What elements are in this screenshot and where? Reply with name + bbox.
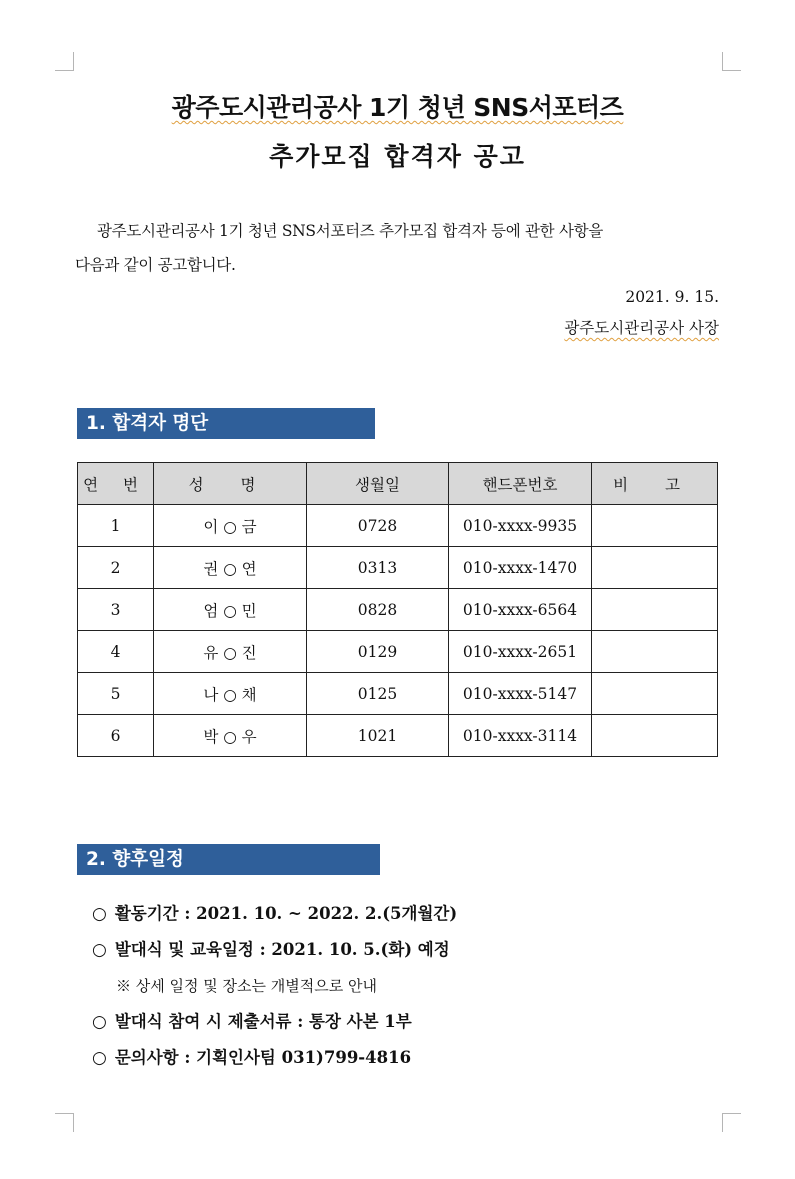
schedule-item-period: ○ 활동기간 : 2021. 10. ~ 2022. 2.(5개월간): [92, 904, 458, 924]
intro-paragraph: [75, 214, 715, 282]
table-row: [78, 673, 718, 715]
cell-note: [592, 673, 718, 715]
section-heading-schedule: 2. 향후일정: [77, 844, 380, 875]
crop-mark-bottom-left: [55, 1113, 74, 1132]
table-row: [78, 631, 718, 673]
cell-name: 엄 ○ 민: [154, 589, 307, 631]
cell-no: 1: [78, 505, 154, 547]
cell-no: 6: [78, 715, 154, 757]
cell-birth: 0828: [307, 589, 449, 631]
bullet-icon: ○: [92, 940, 107, 960]
cell-note: [592, 505, 718, 547]
crop-mark-top-left: [55, 52, 74, 71]
col-header-birth: 생월일: [307, 463, 449, 505]
section-heading-roster: 1. 합격자 명단: [77, 408, 375, 439]
schedule-item-documents: ○ 발대식 참여 시 제출서류 : 통장 사본 1부: [92, 1012, 412, 1032]
crop-mark-bottom-right: [722, 1113, 741, 1132]
cell-name: 나 ○ 채: [154, 673, 307, 715]
table-header-row: [78, 463, 718, 505]
table-row: [78, 589, 718, 631]
signer: 광주도시관리공사 사장: [564, 319, 719, 337]
cell-name: 박 ○ 우: [154, 715, 307, 757]
cell-phone: 010-xxxx-9935: [449, 505, 592, 547]
schedule-item-contact: ○ 문의사항 : 기획인사팀 031)799-4816: [92, 1048, 412, 1068]
crop-mark-top-right: [722, 52, 741, 71]
cell-note: [592, 547, 718, 589]
cell-birth: 1021: [307, 715, 449, 757]
schedule-note: ※ 상세 일정 및 장소는 개별적으로 안내: [116, 977, 377, 995]
bullet-icon: ○: [92, 1048, 107, 1068]
cell-no: 2: [78, 547, 154, 589]
col-header-note: 비 고: [592, 463, 718, 505]
schedule-item-ceremony: ○ 발대식 및 교육일정 : 2021. 10. 5.(화) 예정: [92, 940, 450, 960]
cell-note: [592, 715, 718, 757]
cell-birth: 0125: [307, 673, 449, 715]
cell-birth: 0313: [307, 547, 449, 589]
document-title-line2: 추가모집 합격자 공고: [269, 142, 526, 171]
cell-phone: 010-xxxx-5147: [449, 673, 592, 715]
cell-no: 3: [78, 589, 154, 631]
cell-phone: 010-xxxx-2651: [449, 631, 592, 673]
announcement-date: 2021. 9. 15.: [625, 288, 719, 306]
cell-no: 4: [78, 631, 154, 673]
bullet-icon: ○: [92, 1012, 107, 1032]
col-header-name: 성 명: [154, 463, 307, 505]
cell-no: 5: [78, 673, 154, 715]
cell-name: 권 ○ 연: [154, 547, 307, 589]
cell-name: 이 ○ 금: [154, 505, 307, 547]
cell-phone: 010-xxxx-3114: [449, 715, 592, 757]
cell-phone: 010-xxxx-1470: [449, 547, 592, 589]
cell-birth: 0129: [307, 631, 449, 673]
intro-line1: 광주도시관리공사 1기 청년 SNS서포터즈 추가모집 합격자 등에 관한 사항을: [97, 222, 603, 240]
cell-note: [592, 631, 718, 673]
document-title-line1: 광주도시관리공사 1기 청년 SNS서포터즈: [171, 93, 624, 122]
roster-table: [77, 462, 718, 757]
bullet-icon: ○: [92, 904, 107, 924]
intro-line2: 다음과 같이 공고합니다.: [75, 256, 236, 274]
table-row: [78, 715, 718, 757]
table-row: [78, 505, 718, 547]
table-row: [78, 547, 718, 589]
cell-birth: 0728: [307, 505, 449, 547]
cell-note: [592, 589, 718, 631]
col-header-no: 연 번: [78, 463, 154, 505]
cell-phone: 010-xxxx-6564: [449, 589, 592, 631]
cell-name: 유 ○ 진: [154, 631, 307, 673]
col-header-phone: 핸드폰번호: [449, 463, 592, 505]
schedule-list: [92, 896, 732, 1076]
